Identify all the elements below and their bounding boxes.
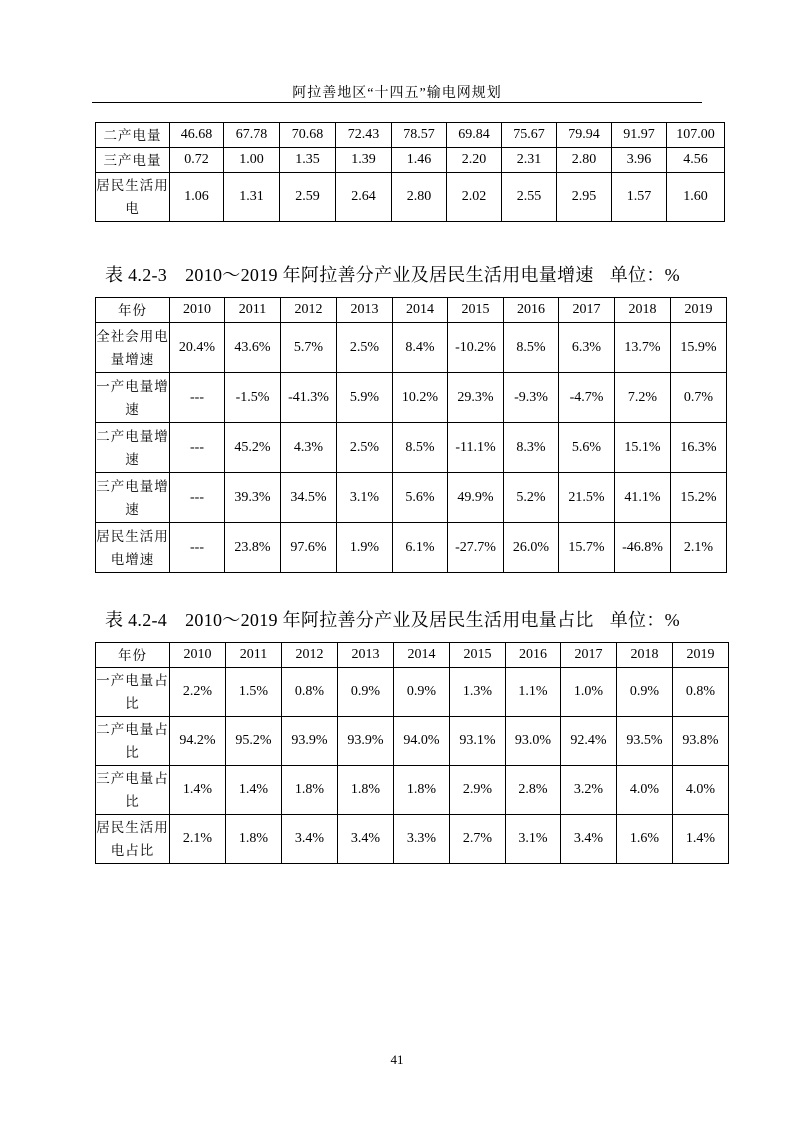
value-cell: 93.0% — [506, 717, 561, 766]
year-header-cell: 2016 — [504, 298, 559, 323]
page-header: 阿拉善地区“十四五”输电网规划 — [292, 86, 502, 101]
value-cell: 1.6% — [617, 815, 673, 864]
row-label-cell: 二产电量 — [96, 123, 170, 148]
year-header-cell: 2017 — [561, 643, 617, 668]
value-cell: 15.1% — [615, 423, 671, 473]
year-header-cell: 2017 — [559, 298, 615, 323]
value-cell: 95.2% — [226, 717, 282, 766]
value-cell: -10.2% — [448, 323, 504, 373]
year-header-cell: 2011 — [226, 643, 282, 668]
caption-title: 2010～2019 年阿拉善分产业及居民生活用电量增速 — [185, 265, 594, 285]
value-cell: 91.97 — [612, 123, 667, 148]
year-header-cell: 2012 — [282, 643, 338, 668]
value-cell: 107.00 — [667, 123, 725, 148]
table-growth-rate — [95, 297, 727, 573]
value-cell: 3.1% — [337, 473, 393, 523]
value-cell: 16.3% — [671, 423, 727, 473]
caption-number: 表 4.2-4 — [105, 610, 168, 630]
value-cell: 2.55 — [502, 173, 557, 222]
value-cell: 2.8% — [506, 766, 561, 815]
value-cell: 1.1% — [506, 668, 561, 717]
value-cell: 67.78 — [224, 123, 280, 148]
value-cell: 93.9% — [338, 717, 394, 766]
row-label-cell: 一产电量增速 — [96, 373, 170, 423]
value-cell: 1.8% — [394, 766, 450, 815]
value-cell: 23.8% — [225, 523, 281, 573]
value-cell: 0.9% — [338, 668, 394, 717]
value-cell: 4.0% — [673, 766, 729, 815]
value-cell: 94.2% — [170, 717, 226, 766]
value-cell: 2.1% — [671, 523, 727, 573]
table-row — [96, 523, 727, 573]
year-header-cell: 2013 — [337, 298, 393, 323]
table-row — [96, 123, 725, 148]
table-share — [95, 642, 729, 864]
table-row — [96, 423, 727, 473]
value-cell: 0.9% — [394, 668, 450, 717]
caption-title: 2010～2019 年阿拉善分产业及居民生活用电量占比 — [185, 610, 594, 630]
value-cell: 8.5% — [393, 423, 448, 473]
year-header-cell: 2019 — [673, 643, 729, 668]
value-cell: 75.67 — [502, 123, 557, 148]
value-cell: 1.8% — [282, 766, 338, 815]
value-cell: 2.5% — [337, 323, 393, 373]
value-cell: 5.7% — [281, 323, 337, 373]
year-header-cell: 2014 — [393, 298, 448, 323]
value-cell: 1.35 — [280, 148, 336, 173]
year-header-cell: 2016 — [506, 643, 561, 668]
row-label-cell: 全社会用电量增速 — [96, 323, 170, 373]
value-cell: 34.5% — [281, 473, 337, 523]
table-row — [96, 373, 727, 423]
value-cell: 1.4% — [170, 766, 226, 815]
value-cell: 6.1% — [393, 523, 448, 573]
value-cell: 2.64 — [336, 173, 392, 222]
table-row — [96, 323, 727, 373]
value-cell: 2.59 — [280, 173, 336, 222]
value-cell: 1.06 — [170, 173, 224, 222]
value-cell: 5.9% — [337, 373, 393, 423]
value-cell: 1.31 — [224, 173, 280, 222]
value-cell: 2.95 — [557, 173, 612, 222]
year-header-cell: 2010 — [170, 298, 225, 323]
table2-body — [96, 298, 727, 573]
table-row — [96, 173, 725, 222]
value-cell: 1.57 — [612, 173, 667, 222]
value-cell: 92.4% — [561, 717, 617, 766]
value-cell: 0.7% — [671, 373, 727, 423]
value-cell: 15.9% — [671, 323, 727, 373]
value-cell: 4.3% — [281, 423, 337, 473]
row-label-cell: 居民生活用电增速 — [96, 523, 170, 573]
value-cell: -11.1% — [448, 423, 504, 473]
value-cell: 1.00 — [224, 148, 280, 173]
value-cell: 3.3% — [394, 815, 450, 864]
row-label-cell: 二产电量增速 — [96, 423, 170, 473]
value-cell: 15.7% — [559, 523, 615, 573]
table-caption-growth — [105, 261, 680, 287]
value-cell: 0.8% — [673, 668, 729, 717]
value-cell: 69.84 — [447, 123, 502, 148]
row-label-cell: 三产电量占比 — [96, 766, 170, 815]
value-cell: -27.7% — [448, 523, 504, 573]
value-cell: 21.5% — [559, 473, 615, 523]
value-cell: 20.4% — [170, 323, 225, 373]
value-cell: 3.1% — [506, 815, 561, 864]
row-label-cell: 三产电量 — [96, 148, 170, 173]
value-cell: 5.2% — [504, 473, 559, 523]
value-cell: 2.31 — [502, 148, 557, 173]
value-cell: 2.1% — [170, 815, 226, 864]
value-cell: 97.6% — [281, 523, 337, 573]
value-cell: 1.46 — [392, 148, 447, 173]
value-cell: 78.57 — [392, 123, 447, 148]
value-cell: 1.3% — [450, 668, 506, 717]
value-cell: --- — [170, 373, 225, 423]
value-cell: 3.96 — [612, 148, 667, 173]
table-electricity-consumption-continued — [95, 122, 725, 222]
value-cell: 5.6% — [393, 473, 448, 523]
value-cell: 93.9% — [282, 717, 338, 766]
value-cell: 5.6% — [559, 423, 615, 473]
value-cell: 1.8% — [226, 815, 282, 864]
table-row — [96, 668, 729, 717]
value-cell: 49.9% — [448, 473, 504, 523]
year-header-cell: 2010 — [170, 643, 226, 668]
value-cell: 6.3% — [559, 323, 615, 373]
table-header-row — [96, 298, 727, 323]
value-cell: 2.80 — [392, 173, 447, 222]
year-header-cell: 2013 — [338, 643, 394, 668]
row-label-cell: 三产电量增速 — [96, 473, 170, 523]
row-label-cell: 居民生活用电 — [96, 173, 170, 222]
value-cell: 45.2% — [225, 423, 281, 473]
value-cell: 39.3% — [225, 473, 281, 523]
row-label-cell: 一产电量占比 — [96, 668, 170, 717]
table-row — [96, 815, 729, 864]
value-cell: 26.0% — [504, 523, 559, 573]
row-label-cell: 居民生活用电占比 — [96, 815, 170, 864]
value-cell: 29.3% — [448, 373, 504, 423]
row-label-cell: 二产电量占比 — [96, 717, 170, 766]
value-cell: 2.02 — [447, 173, 502, 222]
value-cell: 0.72 — [170, 148, 224, 173]
value-cell: 46.68 — [170, 123, 224, 148]
value-cell: 4.56 — [667, 148, 725, 173]
year-header-cell: 2012 — [281, 298, 337, 323]
value-cell: 2.2% — [170, 668, 226, 717]
value-cell: 2.5% — [337, 423, 393, 473]
value-cell: --- — [170, 423, 225, 473]
table1-body — [96, 123, 725, 222]
value-cell: 93.1% — [450, 717, 506, 766]
table-header-row — [96, 643, 729, 668]
value-cell: 1.8% — [338, 766, 394, 815]
header-label-cell: 年份 — [96, 643, 170, 668]
value-cell: 3.4% — [561, 815, 617, 864]
value-cell: 1.4% — [673, 815, 729, 864]
year-header-cell: 2011 — [225, 298, 281, 323]
value-cell: 8.3% — [504, 423, 559, 473]
table-row — [96, 717, 729, 766]
value-cell: 0.9% — [617, 668, 673, 717]
value-cell: -41.3% — [281, 373, 337, 423]
value-cell: 0.8% — [282, 668, 338, 717]
value-cell: 70.68 — [280, 123, 336, 148]
caption-unit: 单位：% — [609, 265, 680, 285]
year-header-cell: 2015 — [450, 643, 506, 668]
value-cell: -4.7% — [559, 373, 615, 423]
value-cell: 79.94 — [557, 123, 612, 148]
value-cell: 8.4% — [393, 323, 448, 373]
value-cell: --- — [170, 523, 225, 573]
header-rule — [92, 102, 702, 103]
value-cell: 1.4% — [226, 766, 282, 815]
value-cell: 1.0% — [561, 668, 617, 717]
year-header-cell: 2019 — [671, 298, 727, 323]
value-cell: 7.2% — [615, 373, 671, 423]
year-header-cell: 2014 — [394, 643, 450, 668]
value-cell: 8.5% — [504, 323, 559, 373]
caption-number: 表 4.2-3 — [105, 265, 168, 285]
value-cell: 94.0% — [394, 717, 450, 766]
table-row — [96, 766, 729, 815]
table-caption-share — [105, 606, 680, 632]
value-cell: 43.6% — [225, 323, 281, 373]
year-header-cell: 2018 — [615, 298, 671, 323]
value-cell: 93.8% — [673, 717, 729, 766]
value-cell: 1.39 — [336, 148, 392, 173]
value-cell: 3.4% — [282, 815, 338, 864]
value-cell: --- — [170, 473, 225, 523]
value-cell: -1.5% — [225, 373, 281, 423]
value-cell: 15.2% — [671, 473, 727, 523]
value-cell: 3.4% — [338, 815, 394, 864]
table-row — [96, 473, 727, 523]
value-cell: 1.60 — [667, 173, 725, 222]
value-cell: 2.80 — [557, 148, 612, 173]
value-cell: 1.9% — [337, 523, 393, 573]
year-header-cell: 2018 — [617, 643, 673, 668]
value-cell: 72.43 — [336, 123, 392, 148]
header-label-cell: 年份 — [96, 298, 170, 323]
value-cell: 10.2% — [393, 373, 448, 423]
value-cell: 1.5% — [226, 668, 282, 717]
value-cell: 2.20 — [447, 148, 502, 173]
value-cell: 13.7% — [615, 323, 671, 373]
caption-unit: 单位：% — [609, 610, 680, 630]
value-cell: 4.0% — [617, 766, 673, 815]
table-row — [96, 148, 725, 173]
value-cell: -9.3% — [504, 373, 559, 423]
value-cell: 93.5% — [617, 717, 673, 766]
table3-body — [96, 643, 729, 864]
value-cell: 2.9% — [450, 766, 506, 815]
value-cell: 41.1% — [615, 473, 671, 523]
page-number: 41 — [390, 1052, 404, 1067]
year-header-cell: 2015 — [448, 298, 504, 323]
value-cell: 2.7% — [450, 815, 506, 864]
value-cell: 3.2% — [561, 766, 617, 815]
value-cell: -46.8% — [615, 523, 671, 573]
